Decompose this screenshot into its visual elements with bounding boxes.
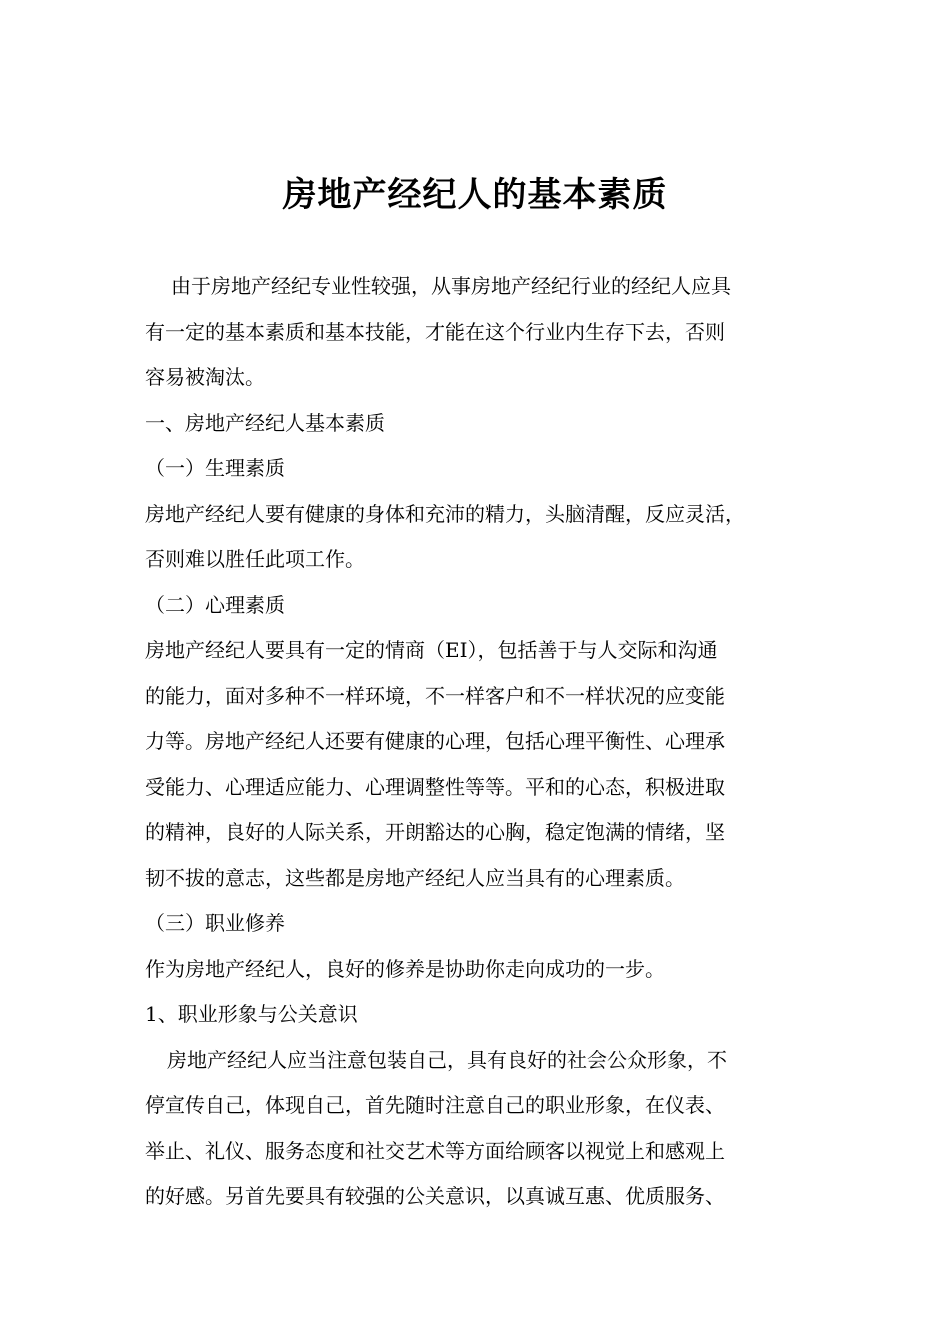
body-line: 受能力、心理适应能力、心理调整性等等。平和的心态，积极进取 (145, 774, 725, 799)
body-line: 力等。房地产经纪人还要有健康的心理，包括心理平衡性、心理承 (145, 729, 725, 753)
subsection-heading: （二）心理素质 (145, 592, 285, 617)
body-line: 的好感。另首先要具有较强的公关意识，以真诚互惠、优质服务、 (145, 1184, 725, 1208)
subsection-heading: （一）生理素质 (145, 456, 285, 480)
body-line: 房地产经纪人要有健康的身体和充沛的精力，头脑清醒，反应灵活， (145, 501, 745, 526)
body-line: 作为房地产经纪人，良好的修养是协助你走向成功的一步。 (145, 956, 665, 981)
body-line: 容易被淘汰。 (145, 365, 265, 389)
body-line: 的能力，面对多种不一样环境，不一样客户和不一样状况的应变能 (145, 683, 725, 708)
body-line: 韧不拔的意志，这些都是房地产经纪人应当具有的心理素质。 (145, 865, 685, 890)
subsection-heading: （三）职业修养 (145, 911, 285, 935)
body-line: 房地产经纪人应当注意包装自己，具有良好的社会公众形象，不 (167, 1047, 727, 1072)
body-line: 举止、礼仪、服务态度和社交艺术等方面给顾客以视觉上和感观上 (145, 1138, 725, 1163)
body-line: 由于房地产经纪专业性较强，从事房地产经纪行业的经纪人应具 (171, 274, 731, 298)
document-body (145, 264, 825, 1220)
numbered-heading: 1、职业形象与公关意识 (145, 1002, 358, 1026)
document-title: 房地产经纪人的基本素质 (282, 175, 668, 215)
body-line: 否则难以胜任此项工作。 (145, 547, 365, 571)
body-line: 有一定的基本素质和基本技能，才能在这个行业内生存下去，否则 (145, 319, 725, 344)
body-line: 的精神，良好的人际关系，开朗豁达的心胸，稳定饱满的情绪，坚 (145, 820, 725, 844)
section-heading: 一、房地产经纪人基本素质 (145, 410, 385, 435)
body-line: 停宣传自己，体现自己，首先随时注意自己的职业形象，在仪表、 (145, 1093, 725, 1117)
body-line: 房地产经纪人要具有一定的情商（EI），包括善于与人交际和沟通 (145, 638, 718, 662)
